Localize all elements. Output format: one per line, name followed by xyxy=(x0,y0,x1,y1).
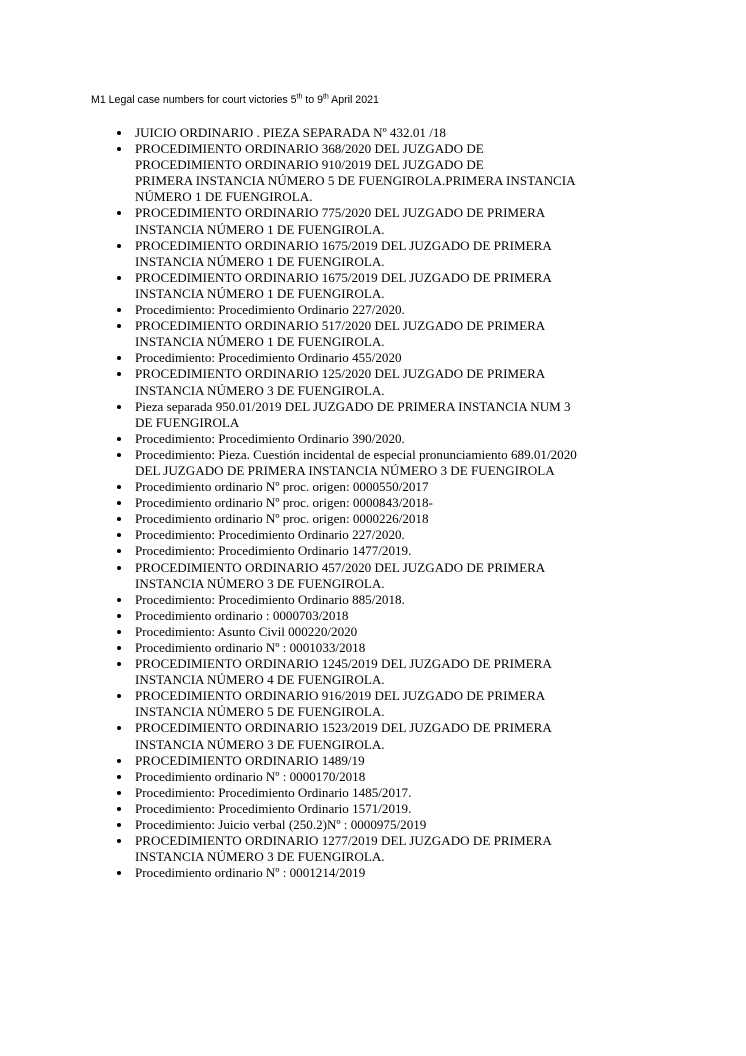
case-item xyxy=(135,624,675,640)
case-item-line: INSTANCIA NÚMERO 1 DE FUENGIROLA. xyxy=(135,221,385,237)
case-item-line: PROCEDIMIENTO ORDINARIO 916/2019 DEL JUZGADO DE PRIMERA xyxy=(135,688,546,704)
case-item-line: INSTANCIA NÚMERO 3 DE FUENGIROLA. xyxy=(135,736,385,752)
case-item xyxy=(135,769,675,785)
case-item xyxy=(135,801,675,817)
case-item-line: Procedimiento ordinario Nº : 0001033/2018 xyxy=(135,640,366,655)
case-item xyxy=(135,205,675,237)
case-item-line: NÚMERO 1 DE FUENGIROLA. xyxy=(135,189,313,205)
case-item-line: INSTANCIA NÚMERO 3 DE FUENGIROLA. xyxy=(135,849,385,865)
case-item xyxy=(135,527,675,543)
case-item xyxy=(135,608,675,624)
case-item-line: DEL JUZGADO DE PRIMERA INSTANCIA NÚMERO 3 DE FUENGIROLA xyxy=(135,462,555,478)
case-item-line: Procedimiento: Procedimiento Ordinario 227/2020. xyxy=(135,527,405,543)
case-item xyxy=(135,350,675,366)
case-item xyxy=(135,560,675,592)
case-item-line: INSTANCIA NÚMERO 1 DE FUENGIROLA. xyxy=(135,253,385,269)
case-item-line: PROCEDIMIENTO ORDINARIO 775/2020 DEL JUZGADO DE PRIMERA xyxy=(135,205,546,221)
case-item-line: Procedimiento: Procedimiento Ordinario 885/2018. xyxy=(135,591,405,607)
case-item xyxy=(135,318,675,350)
case-item-line: Procedimiento ordinario Nº proc. origen: 0000226/2018 xyxy=(135,511,429,527)
case-item xyxy=(135,785,675,801)
heading-ordinal-1: th xyxy=(296,93,303,101)
case-item-line: Procedimiento ordinario : 0000703/2018 xyxy=(135,607,349,623)
case-item xyxy=(135,399,675,431)
case-item-line: Pieza separada 950.01/2019 DEL JUZGADO DE PRIMERA INSTANCIA NUM 3 xyxy=(135,398,571,414)
case-item-line: PROCEDIMIENTO ORDINARIO 1675/2019 DEL JUZGADO DE PRIMERA xyxy=(135,237,552,253)
case-item-line: Procedimiento ordinario Nº : 0000170/2018 xyxy=(135,768,366,784)
case-item-line: PROCEDIMIENTO ORDINARIO 517/2020 DEL JUZGADO DE PRIMERA xyxy=(135,318,546,334)
case-item xyxy=(135,302,675,318)
case-item-line: INSTANCIA NÚMERO 5 DE FUENGIROLA. xyxy=(135,704,385,720)
case-item-line: PROCEDIMIENTO ORDINARIO 457/2020 DEL JUZGADO DE PRIMERA xyxy=(135,559,546,575)
case-item-line: Procedimiento ordinario Nº proc. origen: 0000550/2017 xyxy=(135,479,429,495)
case-item-line: PROCEDIMIENTO ORDINARIO 1489/19 xyxy=(135,752,365,768)
case-item xyxy=(135,865,675,881)
case-item-line: PRIMERA INSTANCIA NÚMERO 5 DE FUENGIROLA.PRIMERA INSTANCIA xyxy=(135,173,576,189)
case-item-line: INSTANCIA NÚMERO 3 DE FUENGIROLA. xyxy=(135,575,385,591)
case-item-line: Procedimiento: Procedimiento Ordinario 455/2020 xyxy=(135,350,402,366)
document-heading xyxy=(91,93,379,107)
case-item xyxy=(135,125,675,141)
case-item xyxy=(135,640,675,656)
heading-ordinal-2: th xyxy=(322,93,329,101)
case-item-line: INSTANCIA NÚMERO 1 DE FUENGIROLA. xyxy=(135,334,385,350)
case-item-line: JUICIO ORDINARIO . PIEZA SEPARADA Nº 432.01 /18 xyxy=(135,125,446,140)
case-item xyxy=(135,238,675,270)
case-item xyxy=(135,447,675,479)
case-item xyxy=(135,366,675,398)
case-item-line: Procedimiento: Juicio verbal (250.2)Nº : 0000975/2019 xyxy=(135,817,427,833)
case-item-line: PROCEDIMIENTO ORDINARIO 1245/2019 DEL JUZGADO DE PRIMERA xyxy=(135,656,552,672)
case-item-line: Procedimiento: Procedimiento Ordinario 1477/2019. xyxy=(135,543,412,559)
case-item-line: INSTANCIA NÚMERO 4 DE FUENGIROLA. xyxy=(135,672,385,688)
case-item xyxy=(135,543,675,559)
heading-text-mid: to 9 xyxy=(302,94,323,106)
case-item xyxy=(135,656,675,688)
case-item-line: Procedimiento: Procedimiento Ordinario 227/2020. xyxy=(135,302,405,318)
case-item xyxy=(135,495,675,511)
case-item xyxy=(135,833,675,865)
case-item-line: Procedimiento: Pieza. Cuestión incidental de especial pronunciamiento 689.01/2020 xyxy=(135,446,577,462)
case-item xyxy=(135,431,675,447)
case-item-line: PROCEDIMIENTO ORDINARIO 1277/2019 DEL JUZGADO DE PRIMERA xyxy=(135,833,552,849)
case-item-line: Procedimiento: Asunto Civil 000220/2020 xyxy=(135,623,358,639)
case-item-line: PROCEDIMIENTO ORDINARIO 910/2019 DEL JUZGADO DE xyxy=(135,157,484,173)
case-item xyxy=(135,141,675,205)
case-item xyxy=(135,753,675,769)
case-item-line: Procedimiento: Procedimiento Ordinario 1571/2019. xyxy=(135,800,412,816)
case-item-line: Procedimiento: Procedimiento Ordinario 390/2020. xyxy=(135,430,405,446)
case-item-line: Procedimiento ordinario Nº proc. origen: 0000843/2018- xyxy=(135,495,433,511)
case-item xyxy=(135,270,675,302)
case-item xyxy=(135,511,675,527)
case-item xyxy=(135,592,675,608)
case-item xyxy=(135,720,675,752)
case-item xyxy=(135,688,675,720)
case-item-line: PROCEDIMIENTO ORDINARIO 1675/2019 DEL JUZGADO DE PRIMERA xyxy=(135,269,552,285)
case-item-line: INSTANCIA NÚMERO 3 DE FUENGIROLA. xyxy=(135,382,385,398)
case-item-line: INSTANCIA NÚMERO 1 DE FUENGIROLA. xyxy=(135,285,385,301)
case-item-line: PROCEDIMIENTO ORDINARIO 1523/2019 DEL JUZGADO DE PRIMERA xyxy=(135,720,552,736)
case-item-line: DE FUENGIROLA xyxy=(135,414,240,430)
case-list xyxy=(135,125,675,881)
case-item-line: Procedimiento ordinario Nº : 0001214/2019 xyxy=(135,865,366,881)
case-item-line: PROCEDIMIENTO ORDINARIO 368/2020 DEL JUZGADO DE xyxy=(135,141,484,157)
case-item-line: PROCEDIMIENTO ORDINARIO 125/2020 DEL JUZGADO DE PRIMERA xyxy=(135,366,546,382)
case-item xyxy=(135,479,675,495)
case-item-line: Procedimiento: Procedimiento Ordinario 1485/2017. xyxy=(135,784,412,800)
heading-text-prefix: M1 Legal case numbers for court victories 5 xyxy=(91,94,297,106)
heading-text-suffix: April 2021 xyxy=(328,94,379,106)
case-item xyxy=(135,817,675,833)
